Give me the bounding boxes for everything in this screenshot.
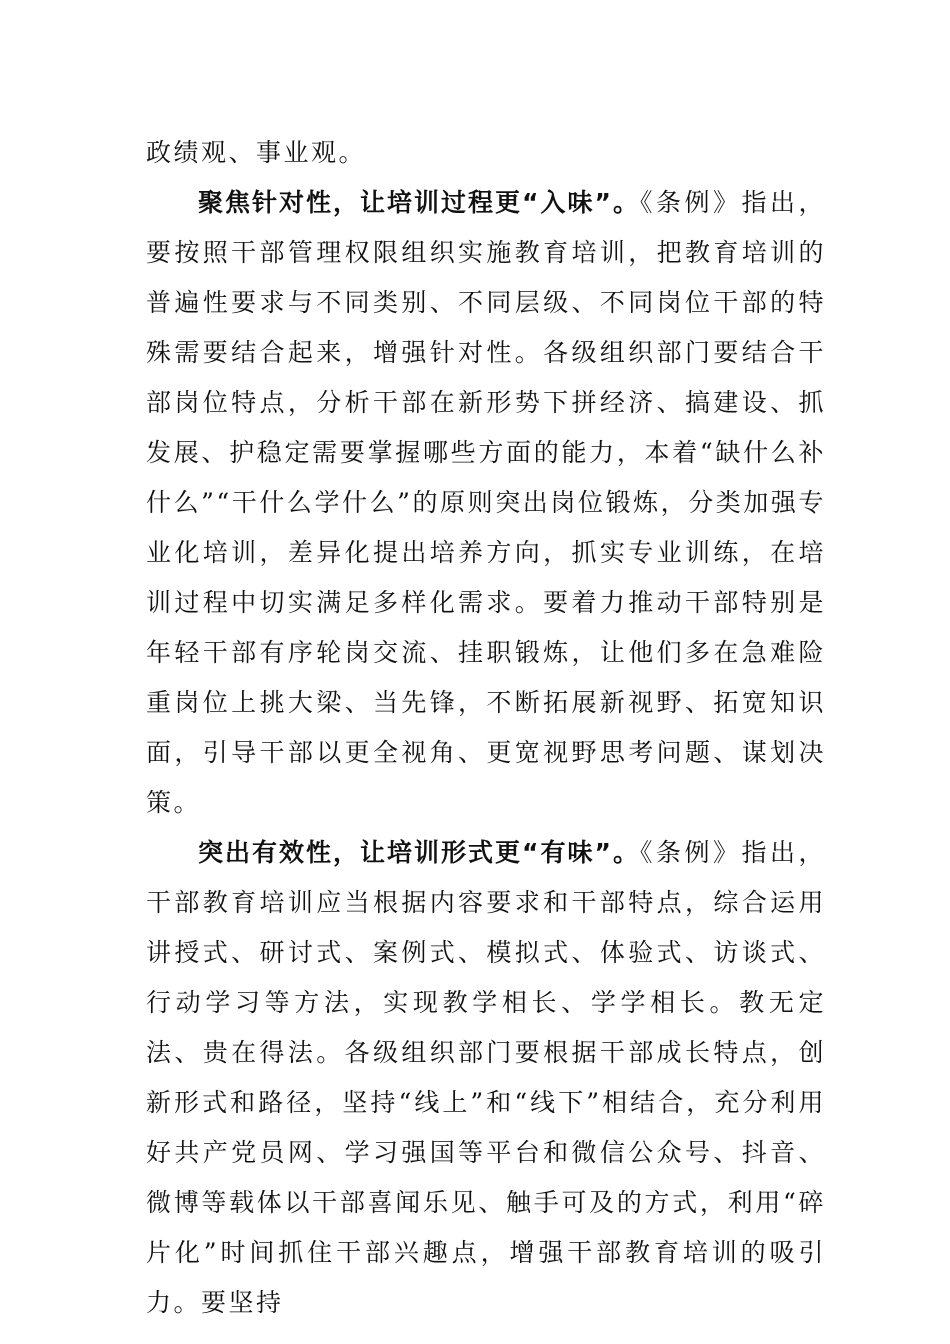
- paragraph-body: 政绩观、事业观。: [146, 138, 367, 167]
- paragraph-body: 《条例》指出，干部教育培训应当根据内容要求和干部特点，综合运用讲授式、研讨式、案例式、模拟式、体验式、访谈式、行动学习等方法，实现教学相长、学学相长。教无定法、贵在得法。各级组织部门要根据干部成长特点，创新形式和路径，坚持“线上”和“线下”相结合，充分利用好共产党员网、学习强国等平台和微信公众号、抖音、微博等载体以干部喜闻乐见、触手可及的方式，利用“碎片化”时间抓住干部兴趣点，增强干部教育培训的吸引力。要坚持: [146, 838, 826, 1317]
- section-heading: 聚焦针对性，让培训过程更“入味”。: [198, 188, 640, 217]
- paragraph-effectiveness: [146, 828, 826, 1328]
- paragraph-continuation: [146, 128, 826, 178]
- paragraph-body: 《条例》指出，要按照干部管理权限组织实施教育培训，把教育培训的普遍性要求与不同类别、不同层级、不同岗位干部的特殊需要结合起来，增强针对性。各级组织部门要结合干部岗位特点，分析干部在新形势下拼经济、搞建设、抓发展、护稳定需要掌握哪些方面的能力，本着“缺什么补什么”“干什么学什么”的原则突出岗位锻炼，分类加强专业化培训，差异化提出培养方向，抓实专业训练，在培训过程中切实满足多样化需求。要着力推动干部特别是年轻干部有序轮岗交流、挂职锻炼，让他们多在急难险重岗位上挑大梁、当先锋，不断拓展新视野、拓宽知识面，引导干部以更全视角、更宽视野思考问题、谋划决策。: [146, 188, 826, 817]
- paragraph-targeting: [146, 178, 826, 828]
- document-body: [146, 128, 826, 1328]
- section-heading: 突出有效性，让培训形式更“有味”。: [198, 838, 640, 867]
